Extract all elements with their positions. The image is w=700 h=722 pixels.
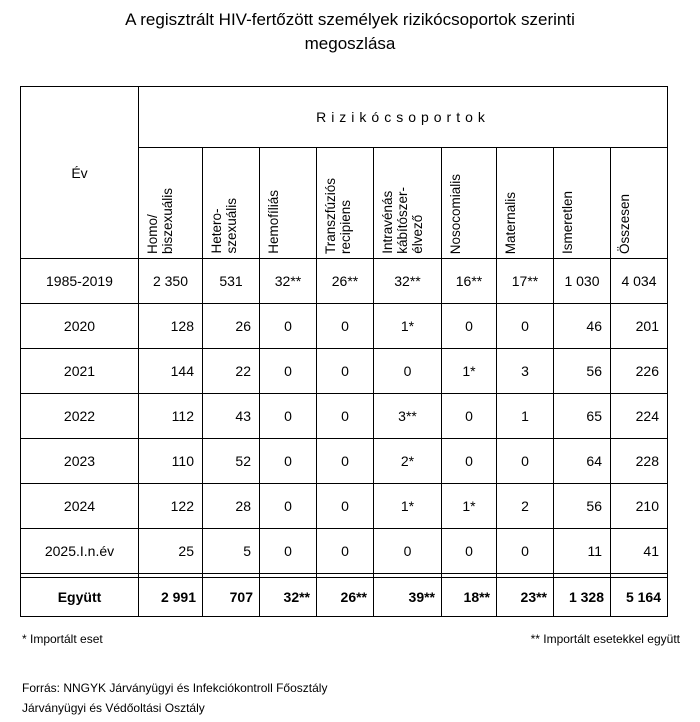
total-cell: 1 328 (554, 578, 611, 617)
cell: 0 (260, 304, 317, 349)
title-line-2: megoszlása (304, 34, 396, 53)
total-cell: 26** (317, 578, 374, 617)
title-line-1: A regisztrált HIV-fertőzött személyek rizikócsoportok szerinti (125, 10, 575, 29)
cell: 110 (139, 439, 203, 484)
cell: 0 (260, 484, 317, 529)
cell: 0 (497, 304, 554, 349)
year-header: Év (21, 87, 139, 259)
cell: 22 (203, 349, 260, 394)
row-year: 2022 (21, 394, 139, 439)
data-table (20, 86, 668, 617)
row-year: 2023 (21, 439, 139, 484)
cell: 0 (317, 394, 374, 439)
cell: 26** (317, 259, 374, 304)
cell: 0 (317, 349, 374, 394)
cell: 226 (611, 349, 668, 394)
source-note (22, 678, 327, 718)
cell: 32** (260, 259, 317, 304)
cell: 0 (260, 439, 317, 484)
cell: 2* (374, 439, 442, 484)
col-header-total: Összesen (611, 148, 668, 259)
cell: 0 (374, 529, 442, 574)
cell: 122 (139, 484, 203, 529)
col-header-maternal: Maternalis (497, 148, 554, 259)
col-header-unknown: Ismeretlen (554, 148, 611, 259)
total-row (21, 578, 668, 617)
table-row (21, 529, 668, 574)
cell: 11 (554, 529, 611, 574)
cell: 2 350 (139, 259, 203, 304)
cell: 128 (139, 304, 203, 349)
cell: 1* (442, 484, 497, 529)
row-year: 2025.I.n.év (21, 529, 139, 574)
cell: 0 (317, 484, 374, 529)
row-year: 2021 (21, 349, 139, 394)
total-cell: 39** (374, 578, 442, 617)
cell: 28 (203, 484, 260, 529)
col-header-hemophilia: Hemofíliás (260, 148, 317, 259)
cell: 0 (442, 529, 497, 574)
cell: 41 (611, 529, 668, 574)
total-cell: 23** (497, 578, 554, 617)
cell: 43 (203, 394, 260, 439)
cell: 1* (374, 484, 442, 529)
cell: 3** (374, 394, 442, 439)
cell: 56 (554, 349, 611, 394)
total-cell: 2 991 (139, 578, 203, 617)
source-line-1: Forrás: NNGYK Járványügyi és Infekciókontroll Főosztály (22, 681, 328, 695)
cell: 0 (260, 349, 317, 394)
cell: 112 (139, 394, 203, 439)
total-cell: 32** (260, 578, 317, 617)
cell: 201 (611, 304, 668, 349)
cell: 52 (203, 439, 260, 484)
table-row (21, 484, 668, 529)
cell: 228 (611, 439, 668, 484)
source-line-2: Járványügyi és Védőoltási Osztály (22, 701, 205, 715)
table-title (0, 8, 700, 56)
row-year: 2024 (21, 484, 139, 529)
cell: 65 (554, 394, 611, 439)
cell: 1* (442, 349, 497, 394)
cell: 0 (497, 439, 554, 484)
cell: 17** (497, 259, 554, 304)
cell: 25 (139, 529, 203, 574)
total-label: Együtt (21, 578, 139, 617)
cell: 0 (374, 349, 442, 394)
total-cell: 18** (442, 578, 497, 617)
col-header-nosocomial: Nosocomialis (442, 148, 497, 259)
total-cell: 5 164 (611, 578, 668, 617)
cell: 1 030 (554, 259, 611, 304)
risk-group-header: Rizikócsoportok (139, 87, 668, 148)
cell: 0 (260, 529, 317, 574)
cell: 0 (317, 529, 374, 574)
cell: 64 (554, 439, 611, 484)
cell: 32** (374, 259, 442, 304)
cell: 0 (317, 304, 374, 349)
cell: 16** (442, 259, 497, 304)
cell: 3 (497, 349, 554, 394)
cell: 4 034 (611, 259, 668, 304)
table-row (21, 439, 668, 484)
cell: 210 (611, 484, 668, 529)
col-header-ivdu: Intravénás kábítószer- élvező (374, 148, 442, 259)
cell: 0 (497, 529, 554, 574)
table-row (21, 349, 668, 394)
cell: 0 (260, 394, 317, 439)
cell: 0 (317, 439, 374, 484)
total-cell: 707 (203, 578, 260, 617)
cell: 5 (203, 529, 260, 574)
footnote-imported: * Importált eset (22, 632, 103, 646)
cell: 531 (203, 259, 260, 304)
footnote-imported-included: ** Importált esetekkel együtt (530, 632, 680, 646)
cell: 1* (374, 304, 442, 349)
cell: 0 (442, 394, 497, 439)
cell: 2 (497, 484, 554, 529)
cell: 144 (139, 349, 203, 394)
row-year: 1985-2019 (21, 259, 139, 304)
table-row (21, 394, 668, 439)
row-year: 2020 (21, 304, 139, 349)
col-header-transfusion: Transzfúziós recipiens (317, 148, 374, 259)
hiv-risk-group-table (20, 86, 668, 617)
cell: 26 (203, 304, 260, 349)
col-header-homo: Homo/ biszexuális (139, 148, 203, 259)
cell: 46 (554, 304, 611, 349)
table-row (21, 304, 668, 349)
cell: 0 (442, 439, 497, 484)
table-row (21, 259, 668, 304)
cell: 56 (554, 484, 611, 529)
col-header-hetero: Hetero- szexuális (203, 148, 260, 259)
cell: 0 (442, 304, 497, 349)
cell: 224 (611, 394, 668, 439)
cell: 1 (497, 394, 554, 439)
